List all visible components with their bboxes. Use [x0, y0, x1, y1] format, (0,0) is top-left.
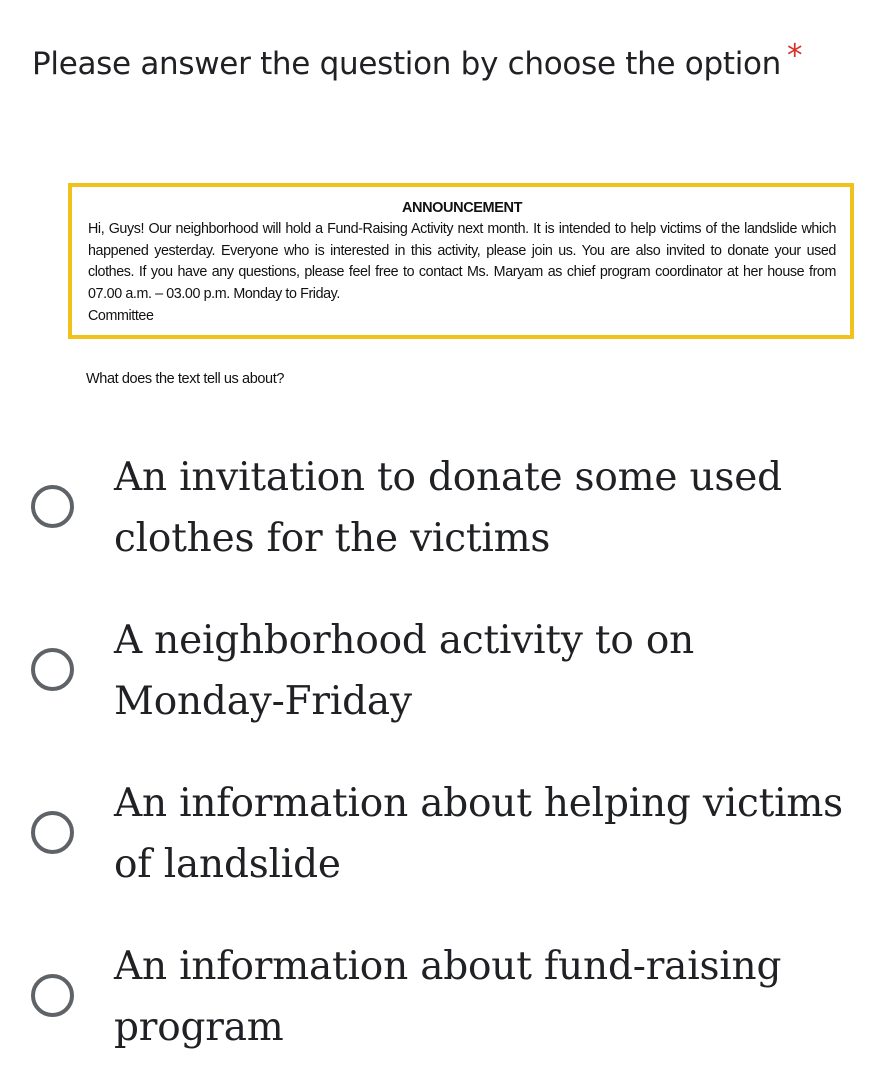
announcement-box — [68, 183, 854, 339]
option-3[interactable] — [0, 773, 886, 893]
radio-button[interactable] — [31, 648, 74, 691]
announcement-signature: Committee — [88, 308, 154, 324]
radio-button[interactable] — [31, 811, 74, 854]
option-label[interactable]: An information about fund-raising program — [114, 944, 782, 1050]
radio-button[interactable] — [31, 974, 74, 1017]
option-label[interactable]: A neighborhood activity to on Monday-Friday — [114, 618, 695, 724]
question-image — [68, 183, 854, 401]
option-label[interactable]: An invitation to donate some used clothes for the victims — [114, 455, 782, 561]
announcement-body: Hi, Guys! Our neighborhood will hold a Fund-Raising Activity next month. It is intended to help victims of the landslide which happened yesterday. Everyone who is interested in this activity, please join us. You are also invited to donate your used clothes. If you have any questions, please feel free to contact Ms. Maryam as chief program coordinator at her house from 07.00 a.m. – 03.00 p.m. Monday to Friday. — [88, 221, 836, 302]
option-1[interactable] — [0, 447, 886, 567]
question-title-text: Please answer the question by choose the option — [32, 46, 782, 82]
radio-button[interactable] — [31, 485, 74, 528]
option-label[interactable]: An information about helping victims of landslide — [114, 781, 843, 887]
announcement-heading: ANNOUNCEMENT — [401, 200, 523, 216]
option-4[interactable] — [0, 936, 886, 1056]
option-2[interactable] — [0, 610, 886, 730]
required-marker: * — [787, 38, 803, 74]
image-question-text: What does the text tell us about? — [86, 371, 284, 387]
question-title — [32, 38, 803, 82]
